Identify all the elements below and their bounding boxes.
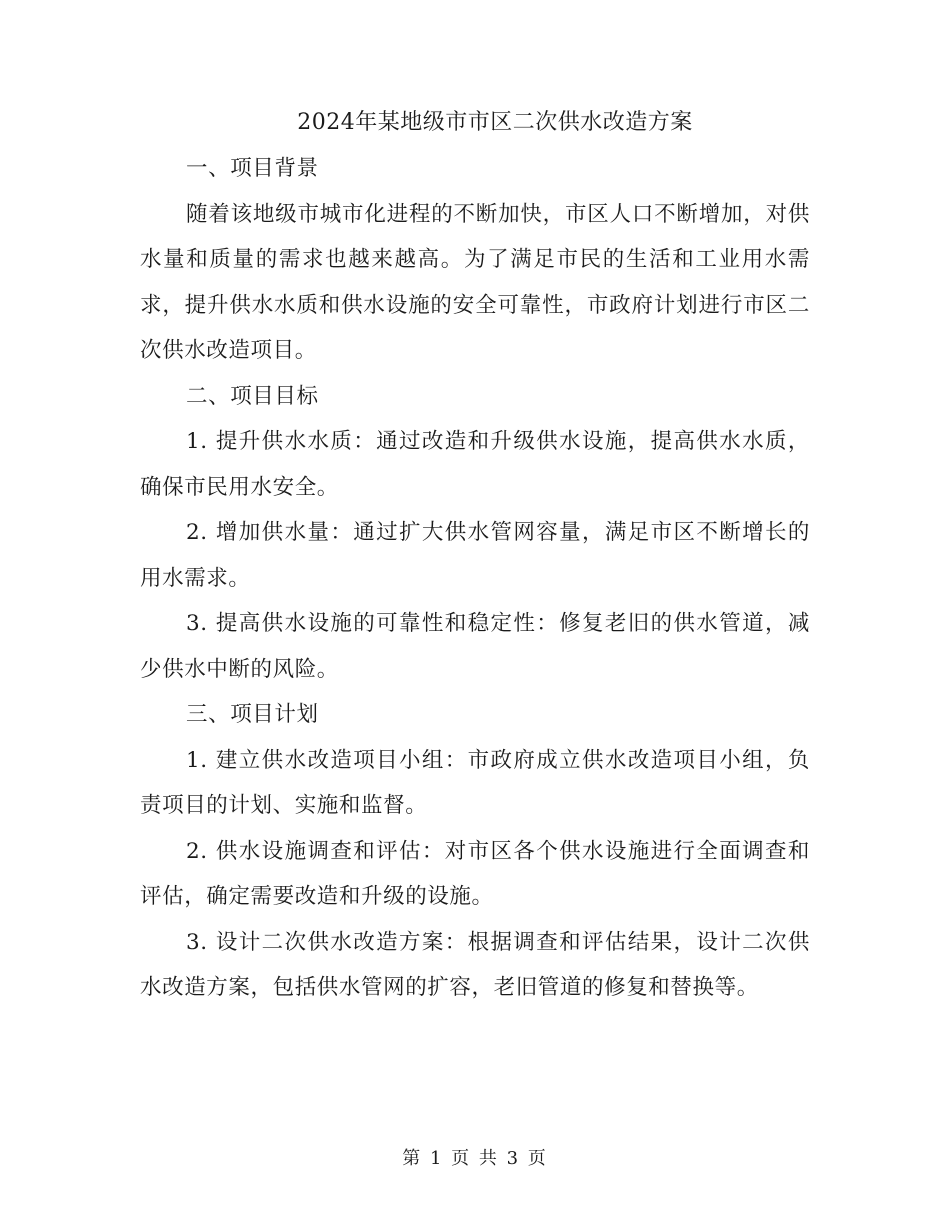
paragraph-plan-3: 3. 设计二次供水改造方案：根据调查和评估结果，设计二次供水改造方案，包括供水管网的扩容，老旧管道的修复和替换等。 — [140, 929, 810, 1000]
section-heading-plan: 三、项目计划 — [186, 702, 319, 727]
paragraph-plan-1: 1. 建立供水改造项目小组：市政府成立供水改造项目小组，负责项目的计划、实施和监督。 — [140, 747, 810, 818]
section-heading-goals: 二、项目目标 — [186, 383, 319, 409]
document-title: 2024年某地级市市区二次供水改造方案 — [297, 110, 693, 135]
section-heading-background: 一、项目背景 — [186, 156, 319, 181]
page-number-footer: 第 1 页 共 3 页 — [402, 1148, 548, 1169]
paragraph-goal-1: 1. 提升供水水质：通过改造和升级供水设施，提高供水水质，确保市民用水安全。 — [140, 429, 810, 500]
paragraph-plan-2: 2. 供水设施调查和评估：对市区各个供水设施进行全面调查和评估，确定需要改造和升级的设施。 — [140, 838, 810, 909]
paragraph-goal-2: 2. 增加供水量：通过扩大供水管网容量，满足市区不断增长的用水需求。 — [140, 520, 810, 591]
paragraph-background: 随着该地级市城市化进程的不断加快，市区人口不断增加，对供水量和质量的需求也越来越高。为了满足市民的生活和工业用水需求，提升供水水质和供水设施的安全可靠性，市政府计划进行市区二次供水改造项目。 — [140, 201, 810, 363]
document-body — [140, 100, 810, 1011]
paragraph-goal-3: 3. 提高供水设施的可靠性和稳定性：修复老旧的供水管道，减少供水中断的风险。 — [140, 611, 810, 682]
